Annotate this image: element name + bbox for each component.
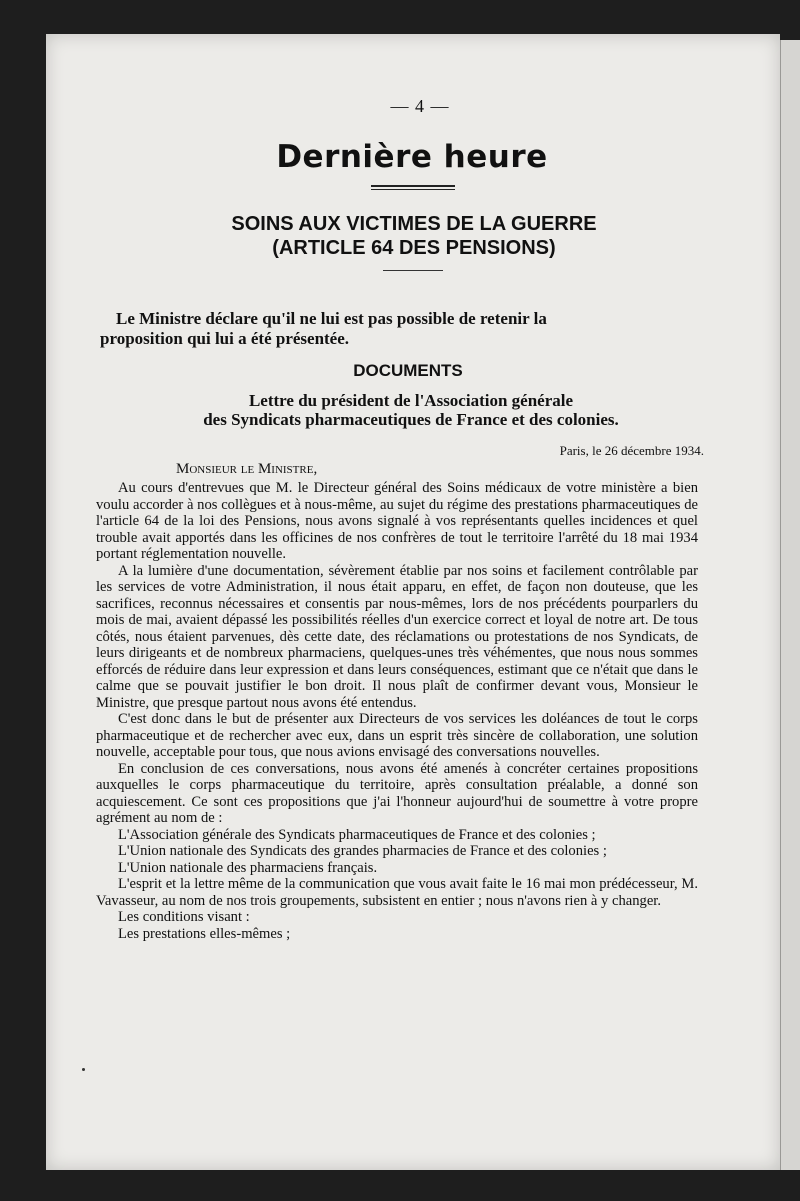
section-title: DOCUMENTS — [353, 361, 463, 380]
page-content — [96, 96, 704, 942]
paragraph: Au cours d'entrevues que M. le Directeur général des Soins médicaux de votre ministère a bien voulu accorder à nos collègues et à nous-même, au sujet du régime des prestations pharmaceutiques de l'article 64 de la loi des Pensions, nous avons signalé à vos représentants quelles incidences et quel trouble avait apportés dans les officines de nos confrères de tout le territoire l'arrêté du 18 mai 1934 portant réglementation nouvelle. — [96, 480, 698, 562]
subhead-line-2: (ARTICLE 64 DES PENSIONS) — [272, 237, 556, 259]
paragraph: C'est donc dans le but de présenter aux Directeurs de vos services les doléances de tout le corps pharmaceutique et de rechercher avec eux, dans un esprit très sincère de collaboration, une solution nouvelle, acceptable pour tous, que nous avions envisagé des conversations nouvelles. — [96, 711, 698, 760]
paragraph: L'Union nationale des pharmaciens français. — [118, 859, 378, 876]
ink-speck — [82, 1068, 85, 1071]
paragraph: En conclusion de ces conversations, nous avons été amenés à concréter certaines propositions auxquelles le corps pharmaceutique du territoire, après consultation préalable, a donné son acquiescement. Ce sont ces propositions que j'ai l'honneur aujourd'hui de soumettre à votre propre agrément au nom de : — [96, 760, 698, 826]
lead-line-1: Le Ministre déclare qu'il ne lui est pas possible de retenir la — [116, 309, 547, 328]
dateline: Paris, le 26 décembre 1934. — [559, 443, 704, 458]
salutation: Monsieur le Ministre, — [176, 461, 318, 477]
letter-title — [96, 391, 694, 429]
letter-body — [96, 480, 698, 942]
subhead-line-1: SOINS AUX VICTIMES DE LA GUERRE — [231, 213, 597, 235]
headline-rule — [371, 185, 455, 190]
letter-title-line-2: des Syndicats pharmaceutiques de France et des colonies. — [203, 410, 619, 429]
paragraph: L'Association générale des Syndicats pharmaceutiques de France et des colonies ; — [118, 826, 596, 843]
letter-title-line-1: Lettre du président de l'Association générale — [248, 391, 574, 410]
subhead — [96, 212, 694, 260]
paragraph: Les conditions visant : — [118, 909, 250, 925]
paragraph: L'Union nationale des Syndicats des grandes pharmacies de France et des colonies ; — [118, 843, 607, 859]
page-number: — 4 — — [390, 96, 450, 116]
subhead-rule — [383, 270, 443, 271]
headline: Dernière heure — [276, 139, 548, 175]
facing-page-edge — [780, 40, 800, 1170]
paragraph: Les prestations elles-mêmes ; — [118, 925, 291, 942]
lead-statement — [96, 309, 694, 349]
paragraph: L'esprit et la lettre même de la communication que vous avait faite le 16 mai mon prédécesseur, M. Vavasseur, au nom de nos trois groupements, subsistent en entier ; nous n'avons rien à y changer. — [96, 876, 698, 909]
paragraph: A la lumière d'une documentation, sévèrement établie par nos soins et facilement contrôlable par les services de votre Administration, il nous était apparu, en effet, de façon non douteuse, que les sacrifices, reconnus nécessaires et consentis par nous-mêmes, lors de nos précédents pourparlers du mois de mai, avaient dépassé les possibilités réelles d'un exercice correct et loyal de notre art. De tous côtés, nous étaient parvenues, dès cette date, des réclamations ou protestations de nos Syndicats, de leurs dirigeants et de nombreux pharmaciens, quelques-unes très véhémentes, que nous nous sommes efforcés de réduire dans leur expression et dans leurs conséquences, estimant que ce n'était que dans le calme que se pouvait justifier le bon droit. Il nous plaît de confirmer devant vous, Monsieur le Ministre, que presque partout nous avons été entendus. — [96, 562, 698, 711]
lead-line-2: proposition qui lui a été présentée. — [100, 329, 350, 348]
